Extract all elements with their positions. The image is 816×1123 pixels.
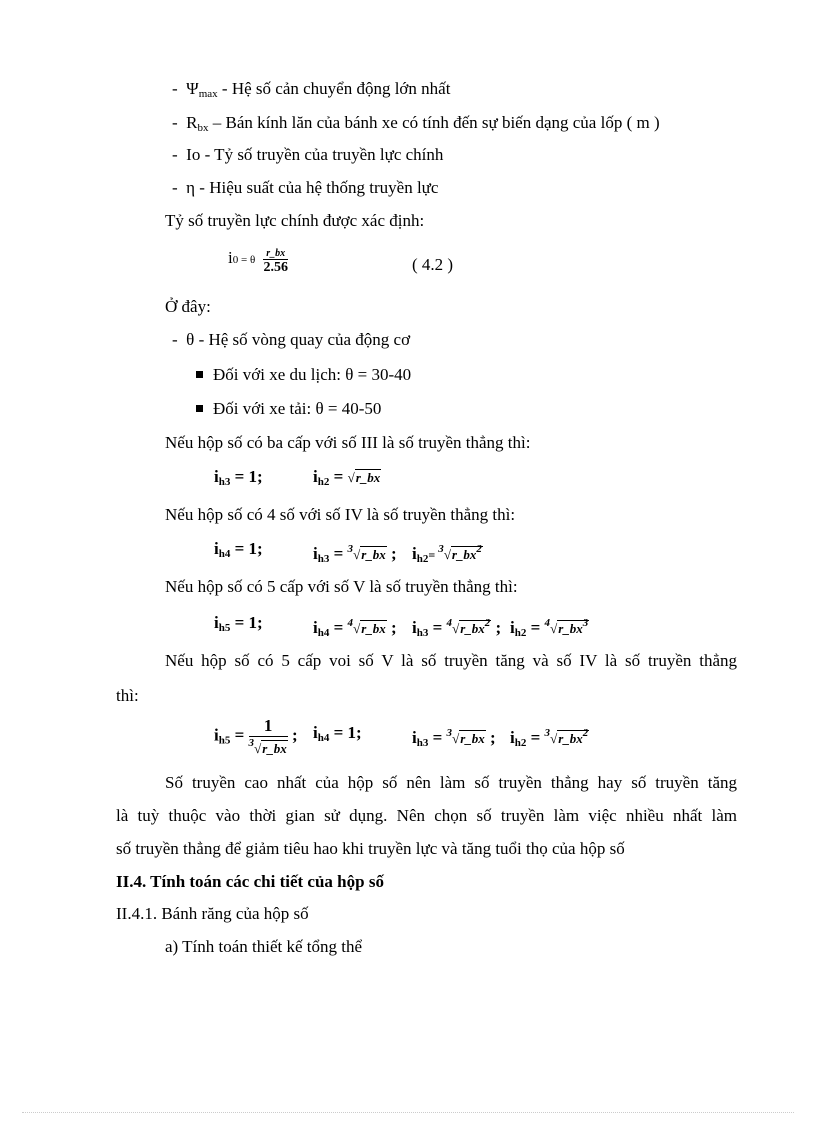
formula-overdrive-h4: $i_{h4} = 1$; [313,723,362,744]
eq42-den: 2.56 [263,260,288,275]
equation-4-2 [228,248,288,276]
io-text: Io - Tỷ số truyền của truyền lực chính [186,145,444,164]
theta-text: θ - Hệ số vòng quay của động cơ [186,330,411,349]
formula-5-gear-h2: $i_{h2}$ = $^4√r\_bx^3$ [510,612,589,644]
paragraph-overdrive-cont: thì: [116,686,139,705]
square-bullet-icon [196,405,203,412]
list-item-psi: - $\Psi_{max}$ - Hệ số cản chuyển động lớn nhất [172,79,451,100]
page-footer-divider [22,1112,794,1113]
fourth-root-cubed-icon: $^4√r\_bx^3$ [544,617,589,636]
bullet-passenger [196,364,411,386]
overdrive-fraction: $\frac{1}{^3√r\_bx}$ [248,716,287,756]
formula-overdrive-h2: $i_{h2}$ = $^3√r\_bx^2$ [510,722,589,754]
cube-root-icon: $^3$√r_bx [446,727,485,746]
formula-5-gear-h4: $i_{h4}$ = $^4$√r_bx ; [313,612,397,644]
subsubsection-heading: a) Tính toán thiết kế tổng thể [165,937,363,956]
rbx-text: – Bán kính lăn của bánh xe có tính đến sự biến dạng của lốp ( m ) [208,113,660,132]
formula-5-gear-h5: $i_{h5} = 1$; [214,613,263,634]
formula-4-gear-h3: $i_{h3}$ = $^3$√r_bx ; [313,538,397,570]
eq42-fraction [263,248,288,276]
radical-icon: √r_bx [347,470,381,485]
eta-text: η - Hiệu suất của hệ thống truyền lực [186,178,439,197]
equation-label: ( 4.2 ) [412,255,454,274]
psi-text: - Hệ số cản chuyển động lớn nhất [217,79,451,98]
rbx-sub: bx [197,122,209,134]
psi-sub: max [198,88,218,100]
paragraph-overdrive: Nếu hộp số có 5 cấp voi số V là số truyền tăng và số IV là số truyền thẳng [165,651,737,670]
cube-root-icon: $^3$√r_bx [347,543,386,562]
paragraph-3-gear: Nếu hộp số có ba cấp với số III là số truyền thẳng thì: [165,433,531,452]
eq42-i: i [228,248,233,267]
square-bullet-icon [196,371,203,378]
paragraph-highest-gear-2: là tuỳ thuộc vào thời gian sử dụng. Nên chọn số truyền làm việc nhiều nhất làm [116,806,737,825]
formula-overdrive-h5: $i_{h5}$ = $\frac{1}{^3√r\_bx}$ ; [214,716,298,756]
bullet-truck [196,398,381,420]
bullet-truck-text: Đối với xe tải: θ = 40-50 [213,399,382,418]
paragraph-highest-gear-3: số truyền thẳng để giảm tiêu hao khi truyền lực và tăng tuổi thọ của hộp số [116,839,625,858]
formula-overdrive-h3: $i_{h3}$ = $^3$√r_bx ; [412,722,496,754]
paragraph-4-gear: Nếu hộp số có 4 số với số IV là số truyền thẳng thì: [165,505,516,524]
formula-4-gear-h2: $i_{h2}=$ $^3√r\_bx^2$ [412,538,483,570]
formula-3-gear: $i_{h3} = 1$; [214,467,263,488]
formula-5-gear-h3: $i_{h3}$ = $^4√r\_bx^2$ ; [412,612,501,644]
paragraph-highest-gear-1: Số truyền cao nhất của hộp số nên làm số truyền thẳng hay số truyền tăng [165,773,737,792]
fourth-root-icon: $^4$√r_bx [347,617,386,636]
cube-root-squared-icon: $^3√r\_bx^2$ [544,727,589,746]
cube-root-squared-icon: $^3√r\_bx^2$ [438,543,482,562]
list-item-io: - Io - Tỷ số truyền của truyền lực chính [172,145,444,164]
list-item-theta: - θ - Hệ số vòng quay của động cơ [172,330,411,349]
paragraph-here: Ở đây: [165,297,211,316]
formula-3-gear-h2: $i_{h2}$ = √r_bx [313,467,381,488]
rbx-symbol: R [186,113,198,132]
list-item-eta: - η - Hiệu suất của hệ thống truyền lực [172,178,439,197]
paragraph-ratio-intro: Tỷ số truyền lực chính được xác định: [165,211,425,230]
paragraph-5-gear: Nếu hộp số có 5 cấp với số V là số truyền thẳng thì: [165,577,518,596]
eq42-num: r_bx [263,248,288,260]
fourth-root-squared-icon: $^4√r\_bx^2$ [446,617,491,636]
list-item-rbx: - $R_{bx}$ – Bán kính lăn của bánh xe có tính đến sự biến dạng của lốp ( m ) [172,113,660,134]
psi-symbol: Ψ [186,79,199,98]
section-heading: II.4. Tính toán các chi tiết của hộp số [116,872,384,891]
formula-4-gear-h4: $i_{h4} = 1$; [214,539,263,560]
bullet-passenger-text: Đối với xe du lịch: θ = 30-40 [213,365,412,384]
subsection-heading: II.4.1. Bánh răng của hộp số [116,904,309,923]
cube-root-icon: $^3$√r_bx [248,737,287,756]
eq42-sub: 0 = θ [232,254,256,266]
